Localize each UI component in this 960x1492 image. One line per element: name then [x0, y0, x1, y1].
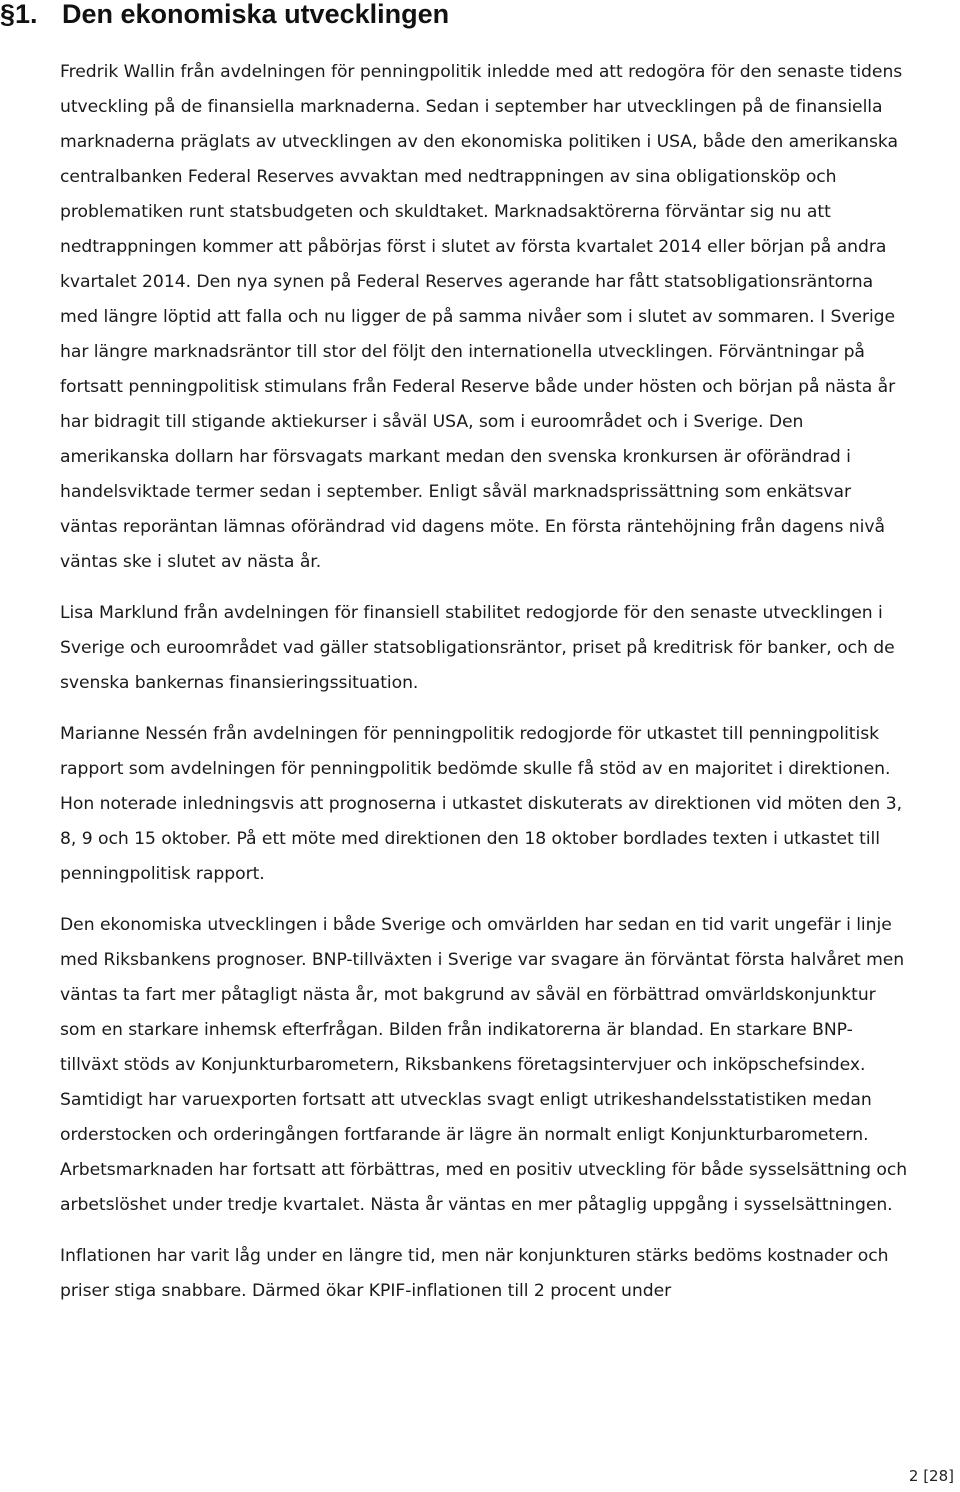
- paragraph-inflation: Inflationen har varit låg under en längre tid, men när konjunkturen stärks bedöms kostnader och priser stiga snabbare. Därmed ökar KPIF-inflationen till 2 procent under: [60, 1246, 889, 1301]
- section-number: §1.: [0, 0, 38, 29]
- paragraph-financial-markets: Fredrik Wallin från avdelningen för penningpolitik inledde med att redogöra för den senaste tidens utveckling på de finansiella marknaderna. Sedan i september har utvecklingen på de finansiella marknaderna präglats av utvecklingen av den ekonomiska politiken i USA, både den amerikanska centralbanken Federal Reserves avvaktan med nedtrappningen av sina obligationsköp och problematiken runt statsbudgeten och skuldtaket. Marknadsaktörerna förväntar sig nu att nedtrappningen kommer att påbörjas först i slutet av första kvartalet 2014 eller början på andra kvartalet 2014. Den nya synen på Federal Reserves agerande har fått statsobligationsräntorna med längre löptid att falla och nu ligger de på samma nivåer som i slutet av sommaren. I Sverige har längre marknadsräntor till stor del följt den internationella utvecklingen. Förväntningar på fortsatt penningpolitisk stimulans från Federal Reserve både under hösten och början på nästa år har bidragit till stigande aktiekurser i såväl USA, som i euroområdet och i Sverige. Den amerikanska dollarn har försvagats markant medan den svenska kronkursen är oförändrad i handelsviktade termer sedan i september. Enligt såväl marknadsprissättning som enkätsvar väntas reporäntan lämnas oförändrad vid dagens möte. En första räntehöjning från dagens nivå väntas ske i slutet av nästa år.: [60, 62, 903, 572]
- page-number: 2 [28]: [908, 1467, 954, 1485]
- paragraph-draft-report: Marianne Nessén från avdelningen för penningpolitik redogjorde för utkastet till penningpolitisk rapport som avdelningen för penningpolitik bedömde skulle få stöd av en majoritet i direktionen. Hon noterade inledningsvis att prognoserna i utkastet diskuterats av direktionen vid möten den 3, 8, 9 och 15 oktober. På ett möte med direktionen den 18 oktober bordlades texten i utkastet till penningpolitisk rapport.: [60, 724, 902, 884]
- document-body: [60, 55, 908, 1325]
- paragraph-economic-development: Den ekonomiska utvecklingen i både Sverige och omvärlden har sedan en tid varit ungefär i linje med Riksbankens prognoser. BNP-tillväxten i Sverige var svagare än förväntat första halvåret men väntas ta fart mer påtagligt nästa år, mot bakgrund av såväl en förbättrad omvärldskonjunktur som en starkare inhemsk efterfrågan. Bilden från indikatorerna är blandad. En starkare BNP-tillväxt stöds av Konjunkturbarometern, Riksbankens företagsintervjuer och inköpschefsindex. Samtidigt har varuexporten fortsatt att utvecklas svagt enligt utrikeshandelsstatistiken medan orderstocken och orderingången fortfarande är lägre än normalt enligt Konjunkturbarometern. Arbetsmarknaden har fortsatt att förbättras, med en positiv utveckling för både sysselsättning och arbetslöshet under tredje kvartalet. Nästa år väntas en mer påtaglig uppgång i sysselsättningen.: [60, 915, 908, 1215]
- section-title: Den ekonomiska utvecklingen: [62, 0, 450, 29]
- paragraph-financial-stability: Lisa Marklund från avdelningen för finansiell stabilitet redogjorde för den senaste utvecklingen i Sverige och euroområdet vad gäller statsobligationsräntor, priset på kreditrisk för banker, och de svenska bankernas finansieringssituation.: [60, 603, 895, 693]
- section-heading: [0, 0, 449, 34]
